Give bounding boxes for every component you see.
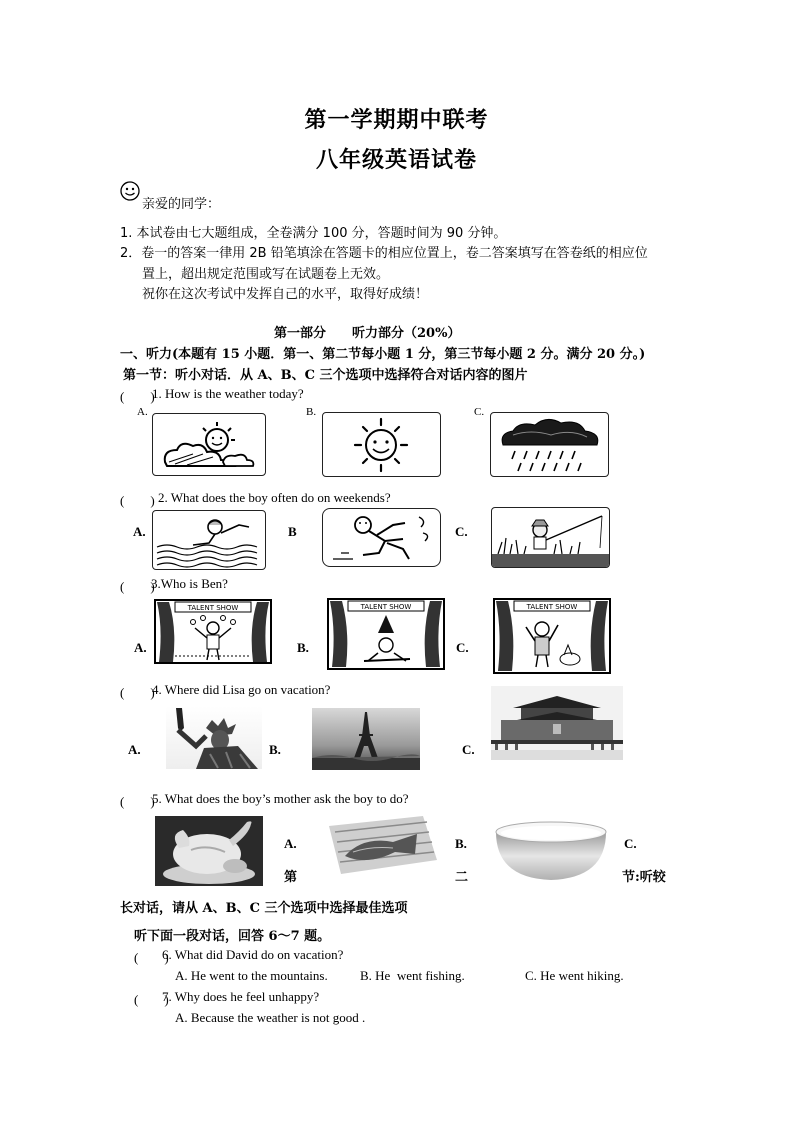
question-4: 4. Where did Lisa go on vacation? (152, 682, 331, 697)
answer-blank[interactable]: ( ) (120, 389, 155, 404)
instruction-note-2: 2．卷一的答案一律用 2B 铅笔填涂在答题卡的相应位置上，卷二答案填写在答卷纸的相应位 (120, 246, 648, 261)
section-two-instruction: 听下面一段对话，回答 6～7 题。 (134, 929, 331, 944)
option-a-statue-of-liberty-image[interactable] (166, 706, 262, 769)
instruction-note-2-cont: 置上，超出规定范围或写在试题卷上无效。 (142, 267, 390, 282)
listening-section-title: 一、听力(本题有 15 小题．第一、第二节每小题 1 分，第三节每小题 2 分。满分 20 分。) (120, 347, 646, 362)
option-b-eiffel-tower-image[interactable] (312, 708, 420, 770)
greeting: 亲爱的同学： (142, 197, 221, 212)
option-c-label: C. (624, 836, 637, 851)
answer-blank[interactable]: ( ) (120, 685, 155, 700)
option-c-rainy-image[interactable] (490, 412, 609, 477)
option-c-label: C. (456, 640, 469, 655)
question-6: 6. What did David do on vacation? (162, 947, 344, 962)
option-c-tiananmen-image[interactable] (491, 686, 623, 760)
instruction-note-1: 1. 本试卷由七大题组成，全卷满分 100 分，答题时间为 90 分钟。 (120, 226, 507, 241)
question-5: 5. What does the boy’s mother ask the boy to do? (152, 791, 409, 806)
option-c-label: C. (455, 524, 468, 539)
question-3: 3.Who is Ben? (151, 576, 228, 591)
option-b-label: B. (306, 406, 317, 418)
good-wishes: 祝你在这次考试中发挥自己的水平，取得好成绩！ (142, 287, 429, 302)
question-7: 7. Why does he feel unhappy? (162, 989, 320, 1004)
option-a-juggler-image[interactable] (153, 598, 273, 665)
option-c-label: C. (462, 742, 475, 757)
talent-show-sign: TALENT SHOW (187, 604, 239, 612)
option-c-label: C. (474, 406, 485, 418)
question-6-option-b[interactable]: B. He went fishing. (360, 968, 465, 983)
question-6-option-c[interactable]: C. He went hiking. (525, 968, 624, 983)
option-b-label: B. (269, 742, 281, 757)
smiley-icon (120, 181, 140, 201)
exam-subtitle: 八年级英语试卷 (315, 147, 477, 173)
option-a-partly-cloudy-image[interactable] (152, 413, 266, 476)
option-a-label: A. (128, 742, 141, 757)
section-two-fragment-1: 第 (284, 870, 298, 885)
part-one-heading: 第一部分 听力部分（20%） (274, 326, 461, 341)
option-b-acrobat-image[interactable] (326, 597, 446, 671)
option-a-label: A. (284, 836, 297, 851)
option-a-chicken-image[interactable] (155, 816, 263, 886)
exam-title: 第一学期期中联考 (304, 107, 489, 133)
section-two-fragment-2: 二 (455, 870, 469, 885)
option-a-label: A. (137, 406, 148, 418)
answer-blank[interactable]: ( ) (120, 794, 155, 809)
option-c-milk-image[interactable] (492, 818, 610, 882)
option-a-swimming-image[interactable] (152, 510, 266, 570)
answer-blank[interactable]: ( ) (120, 579, 155, 594)
option-b-label: B (288, 524, 297, 539)
answer-blank[interactable]: ( ) (120, 493, 155, 508)
talent-show-sign: TALENT SHOW (526, 603, 578, 611)
question-7-option-a[interactable]: A. Because the weather is not good . (175, 1010, 366, 1025)
question-2: 2. What does the boy often do on weekends? (158, 490, 391, 505)
option-b-sunny-image[interactable] (322, 412, 441, 477)
option-a-label: A. (133, 524, 146, 539)
option-b-fish-image[interactable] (323, 812, 441, 882)
answer-blank[interactable]: ( ) (134, 950, 169, 965)
section-two-title: 长对话，请从 A、B、C 三个选项中选择最佳选项 (120, 901, 408, 916)
question-6-option-a[interactable]: A. He went to the mountains. (175, 968, 328, 983)
option-b-label: B. (297, 640, 309, 655)
section-two-fragment-3: 节:听较 (622, 870, 666, 885)
option-a-label: A. (134, 640, 147, 655)
option-c-fishing-image[interactable] (491, 507, 610, 568)
talent-show-sign: TALENT SHOW (360, 603, 412, 611)
option-c-singer-image[interactable] (492, 597, 612, 675)
option-b-running-image[interactable] (322, 508, 441, 567)
question-1: 1. How is the weather today? (152, 386, 304, 401)
option-b-label: B. (455, 836, 467, 851)
section-one-title: 第一节：听小对话．从 A、B、C 三个选项中选择符合对话内容的图片 (123, 368, 528, 383)
answer-blank[interactable]: ( ) (134, 992, 169, 1007)
